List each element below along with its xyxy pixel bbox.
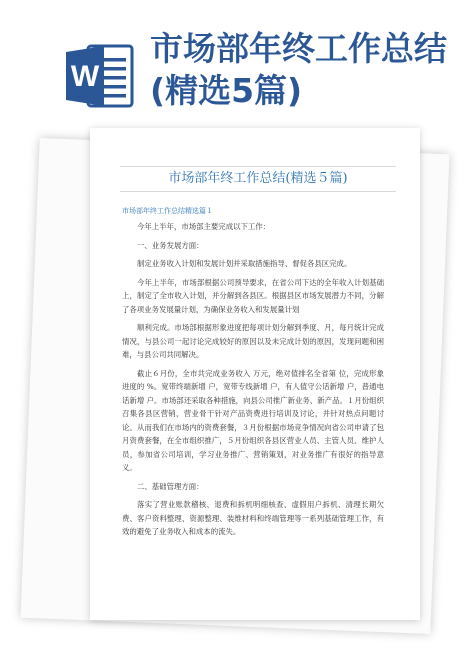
paragraph: 制定业务收入计划和发展计划并采取措施指导、督促各县区完成。 bbox=[137, 259, 352, 268]
section-heading: 二、基础管理方面： bbox=[137, 481, 204, 491]
paragraph: 今年上半年，市场部根据公司预导要求，在省公司下达的全年收入计划基础上，制定了全市收入计划，并分解到各县区。根据县区市场发展潜力不同，分解了各项业务发展量计划，为确保业务收入和发展量计划 bbox=[122, 277, 384, 314]
document-title: 市场部年终工作总结(精选５篇) bbox=[120, 166, 396, 192]
page-title: 市场部年终工作总结(精选5篇) bbox=[150, 29, 447, 110]
word-icon bbox=[64, 40, 136, 112]
paragraph: 顺利完成。市场部根据形象进度把每项计划分解到季度、月，每月统计完成情况，与县公司一起讨论完成较好的原因以及未完成计划的原因，发现问题和困难，与县公司共同解决。 bbox=[122, 323, 384, 359]
document-page bbox=[90, 128, 420, 620]
paragraph: 今年上半年，市场部主要完成以下工作： bbox=[137, 222, 271, 231]
paragraph: 截止６月份，全市共完成业务收入 万元，绝对值排名全省第 位，完成形象进度的 %。宽带终端新增 户，宽带专线新增 户，有人值守公话新增 户，普通电话新增 户。市场部还采取各种措施，向县公司推广新业务、新产品。１月份组织召集各县区营销，营业骨干针对产品资费进行培训及讨论，并针对热点问题讨论。从而我们在市场内的资费套餐，３月份根据市场竞争情况向省公司申请了包月资费套餐，在全市组织推广，５月份组织各县区营业人员、主管人员、维护人员，参加省公司培训，学习业务推广、营销策划，对业务推广有很好的指导意义。 bbox=[122, 368, 384, 472]
document-subtitle: 市场部年终工作总结精选篇１ bbox=[122, 207, 213, 215]
svg-text:W: W bbox=[70, 60, 100, 93]
document-body bbox=[122, 220, 384, 544]
paragraph: 落实了营业账款稽核、退费和拆机明细核查、虚假用户拆机、清理长期欠费、客户资料整理、资源整理、装维材料和终端管理等一系列基础管理工作，有效的避免了业务收入和成本的流失。 bbox=[122, 500, 384, 536]
section-heading: 一、业务发展方面： bbox=[137, 240, 204, 250]
